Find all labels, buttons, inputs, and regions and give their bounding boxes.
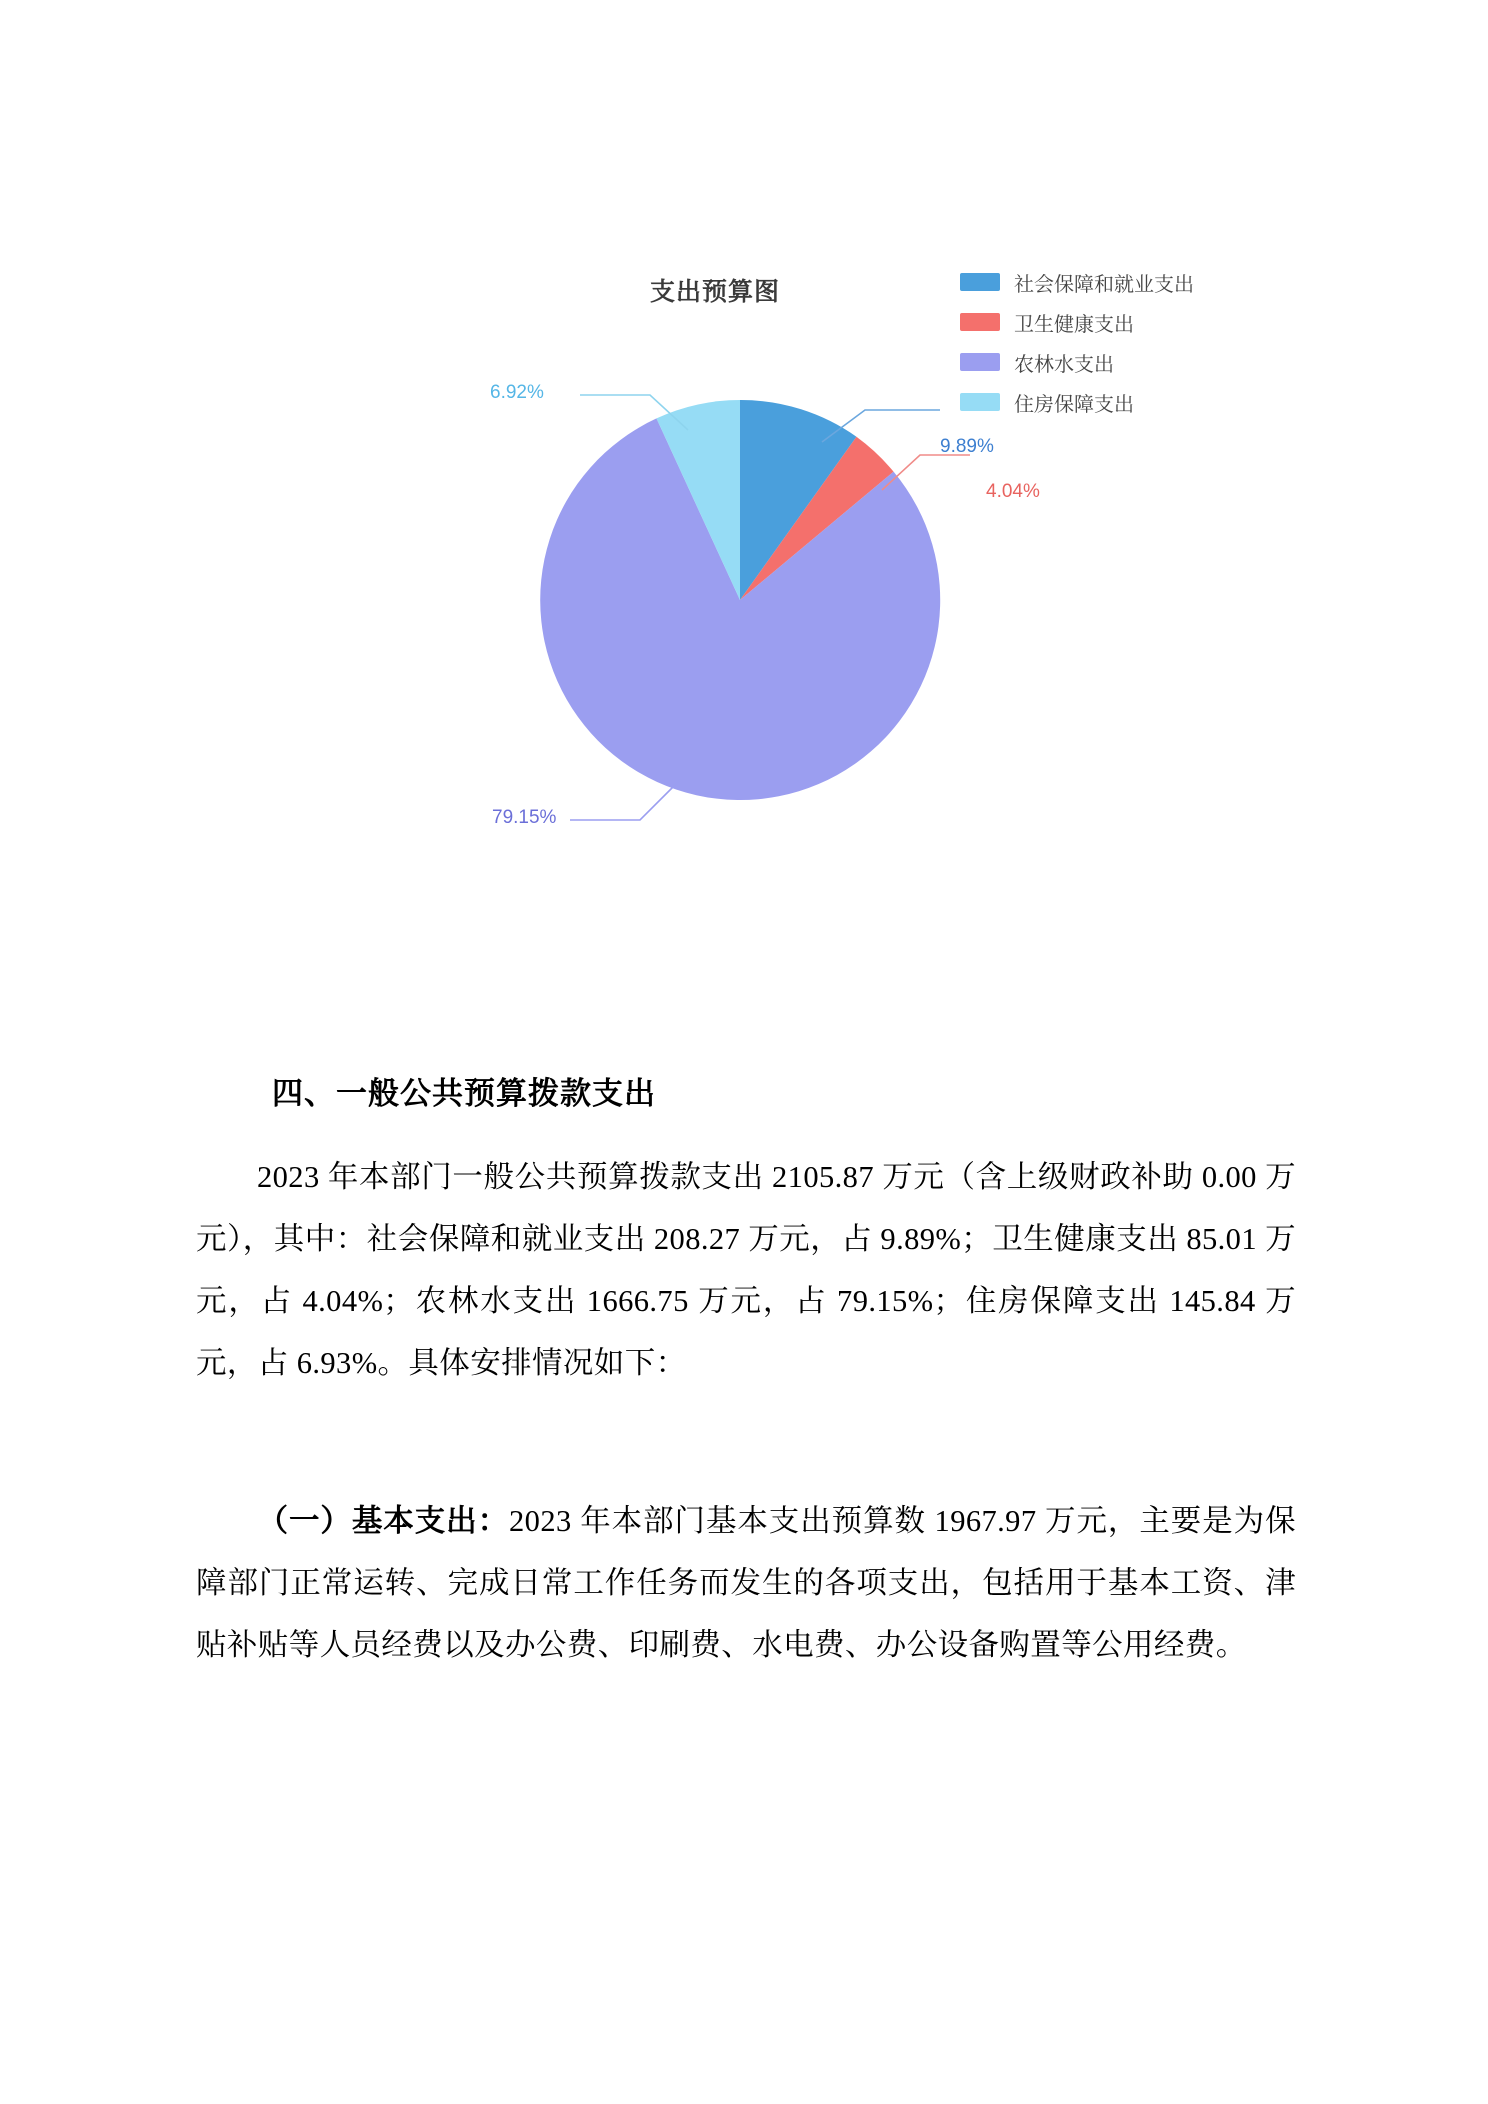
- leader-line-agriculture: [570, 780, 680, 820]
- legend-item: [960, 342, 1290, 382]
- paragraph-text: 2023 年本部门一般公共预算拨款支出 2105.87 万元（含上级财政补助 0.00 万元），其中：社会保障和就业支出 208.27 万元，占 9.89%；卫生健康支出 85.01 万元，占 4.04%；农林水支出 1666.75 万元，占 79.15%；住房保障支出 145.84 万元，占 6.93%。具体安排情况如下：: [196, 1160, 1296, 1380]
- chart-title: 支出预算图: [650, 278, 781, 306]
- legend-label: 住房保障支出: [1014, 393, 1134, 416]
- legend-item: [960, 382, 1290, 422]
- expenditure-budget-pie-chart: [430, 230, 1194, 950]
- paragraph-label: （一）基本支出：: [257, 1504, 510, 1538]
- chart-legend: [960, 262, 1290, 422]
- pie-label-social-security: 9.89%: [940, 436, 994, 457]
- paragraph-general-budget-expenditure: [196, 1146, 1296, 1394]
- legend-swatch-icon: [960, 273, 1000, 291]
- legend-swatch-icon: [960, 313, 1000, 331]
- legend-item: [960, 302, 1290, 342]
- pie-label-agriculture: 79.15%: [492, 807, 557, 828]
- pie-graphic: [490, 370, 1040, 830]
- legend-item: [960, 262, 1290, 302]
- legend-label: 农林水支出: [1014, 353, 1114, 376]
- pie-label-housing: 6.92%: [490, 382, 544, 403]
- legend-label: 卫生健康支出: [1014, 313, 1134, 336]
- legend-swatch-icon: [960, 353, 1000, 371]
- paragraph-text: 2023 年本部门基本支出预算数 1967.97 万元，主要是为保障部门正常运转、完成日常工作任务而发生的各项支出，包括用于基本工资、津贴补贴等人员经费以及办公费、印刷费、水电费、办公设备购置等公用经费。: [196, 1504, 1296, 1662]
- pie-label-health: 4.04%: [986, 481, 1040, 502]
- pie-svg: [510, 370, 970, 830]
- legend-label: 社会保障和就业支出: [1014, 273, 1194, 296]
- paragraph-basic-expenditure: [196, 1490, 1296, 1676]
- page-section-heading: 四、一般公共预算拨款支出: [272, 1076, 656, 1111]
